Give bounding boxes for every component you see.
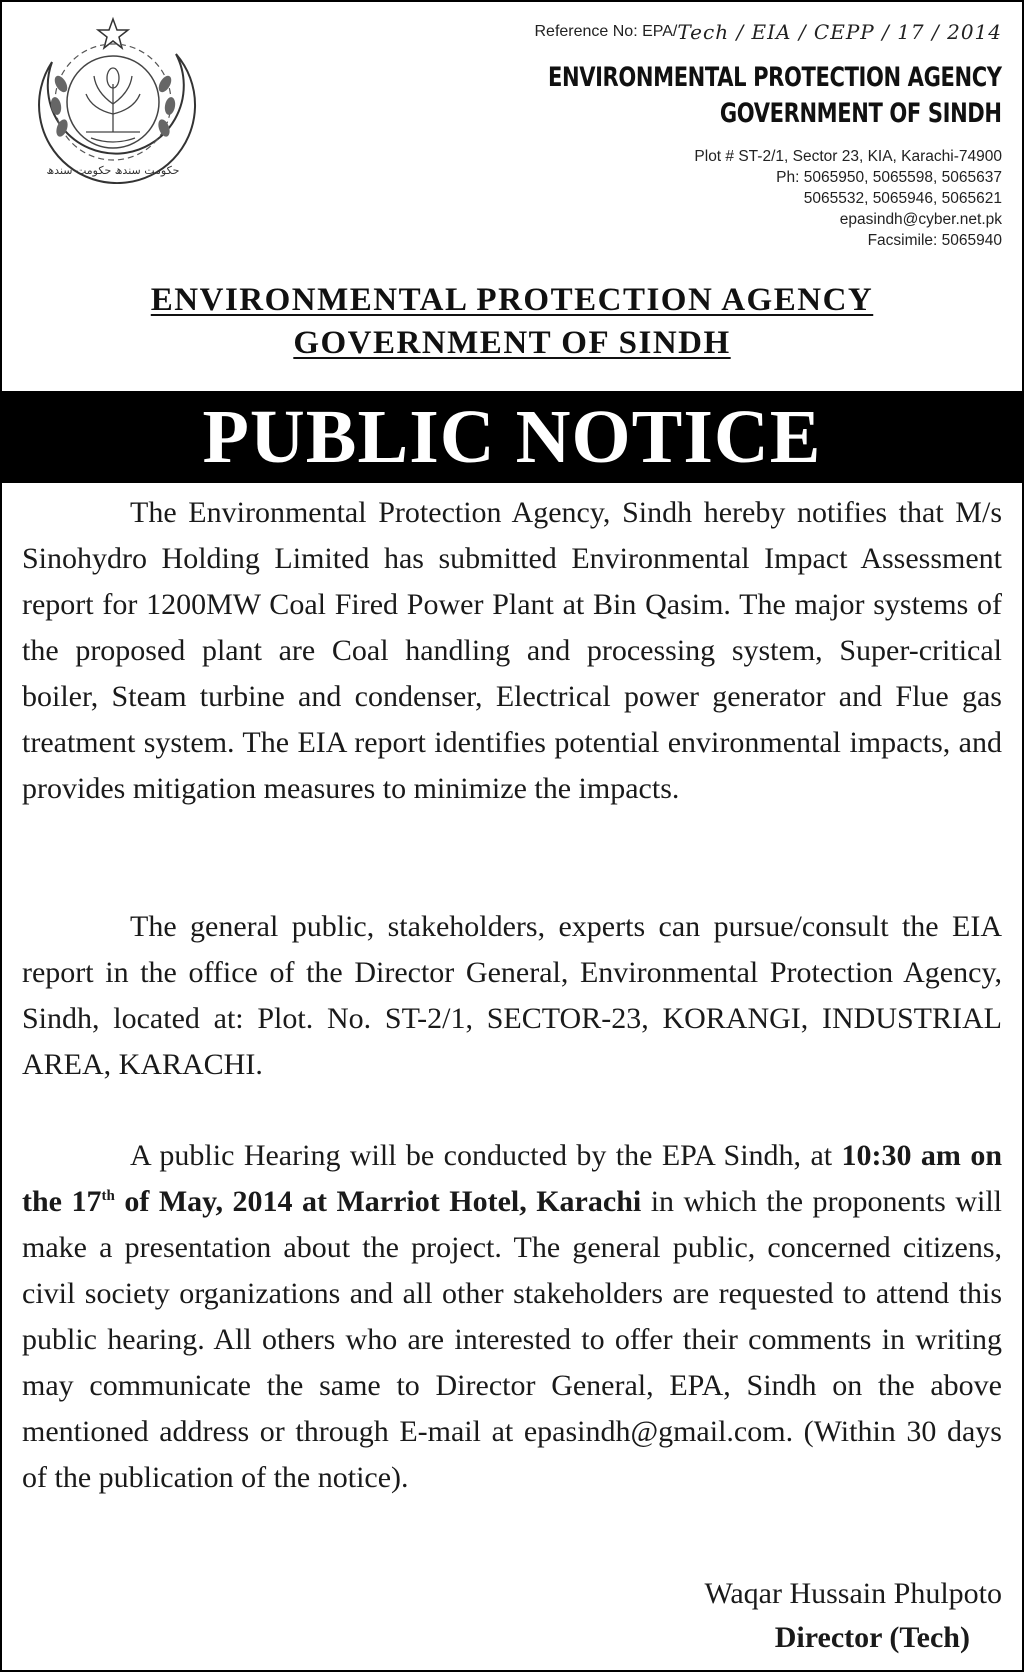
fax: Facsimile: 5065940 [867, 232, 1002, 249]
signatory-name: Waqar Hussain Phulpoto [704, 1577, 1002, 1610]
signatory-title: Director (Tech) [774, 1621, 970, 1654]
government-name: GOVERNMENT OF SINDH [720, 98, 1002, 129]
phone-line-2: 5065532, 5065946, 5065621 [803, 190, 1002, 207]
email-link[interactable]: epasindh@gmail.com [523, 1415, 786, 1448]
title-line-2: GOVERNMENT OF SINDH [293, 325, 731, 361]
contact-info [694, 146, 1002, 251]
agency-name: ENVIRONMENTAL PROTECTION AGENCY [548, 62, 1002, 93]
agency-header [420, 60, 1002, 132]
phone-line-1: Ph: 5065950, 5065598, 5065637 [776, 169, 1002, 186]
hearing-details: in which the proponents will make a presentation about the project. The general public, concerned citizens, civil society organizations and all other stakeholders are requested to attend this public hearing. All others who are interested to offer their comments in writing may communicate the same to Director General, EPA, Sindh on the above mentioned address or through E-mail at [22, 1185, 1002, 1448]
emblem-plant-icon [86, 68, 140, 142]
paragraph-1: The Environmental Protection Agency, Sindh hereby notifies that M/s Sinohydro Holding Limited has submitted Environmental Impact Assessment report for 1200MW Coal Fired Power Plant at Bin Qasim. The major systems of the proposed plant are Coal handling and processing system, Super-critical boiler, Steam turbine and condenser, Electrical power generator and Flue gas treatment system. The EIA report identifies potential environmental impacts, and provides mitigation measures to minimize the impacts. [22, 496, 1002, 805]
title-line-1: ENVIRONMENTAL PROTECTION AGENCY [150, 282, 874, 318]
hearing-intro: A public Hearing will be conducted by the EPA Sindh, at [130, 1139, 842, 1172]
address: Plot # ST-2/1, Sector 23, KIA, Karachi-74900 [694, 148, 1002, 165]
hearing-time: 10:30 am on the 17th of May, 2014 at Marriot Hotel, Karachi [22, 1139, 1003, 1218]
signature-block [704, 1572, 1002, 1660]
reference-label: Reference No: EPA/ [534, 23, 678, 40]
reference-number [534, 20, 1002, 44]
public-notice-banner: PUBLIC NOTICE [2, 391, 1022, 483]
emblem-urdu-text: حکومتِ سندھ حکومت سندھ [46, 164, 180, 177]
sindh-emblem-logo [16, 14, 226, 184]
paragraph-3: A public Hearing will be conducted by the EPA Sindh, at 10:30 am on the 17th of May, 2014 at Marriot Hotel, Karachi in which the proponents will make a presentation about the project. The general public, concerned citizens, civil society organizations and all other stakeholders are requested to attend this public hearing. All others who are interested to offer their comments in writing may communicate the same to Director General, EPA, Sindh on the above mentioned address or through E-mail at epasindh@gmail.com. (Within 30 days of the publication of the notice). [22, 1139, 1003, 1494]
reference-handwritten: Tech / EIA / CEPP / 17 / 2014 [677, 20, 1002, 44]
paragraph-2: The general public, stakeholders, experts can pursue/consult the EIA report in the office of the Director General, Environmental Protection Agency, Sindh, located at: Plot. No. ST-2/1, SECTOR-23, KORANGI, INDUSTRIAL AREA, KARACHI. [22, 910, 1002, 1081]
contact-email: epasindh@cyber.net.pk [839, 211, 1002, 228]
